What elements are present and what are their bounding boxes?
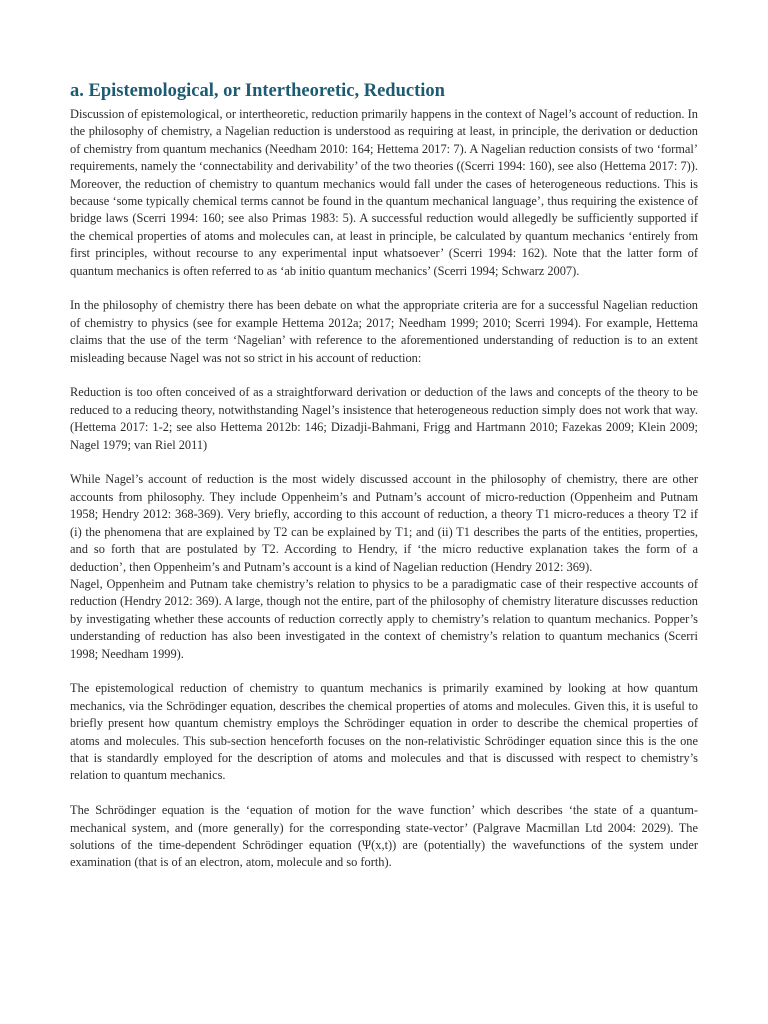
paragraph-paradigmatic-case: Nagel, Oppenheim and Putnam take chemistry’s relation to physics to be a paradigmatic case of their respective accounts of reduction (Hendry 2012: 369). A large, though not the entire, part of the philosophy of chemistry literature discusses reduction by investigating whether these accounts of reduction correctly apply to chemistry’s relation to quantum mechanics. Popper’s understanding of reduction has also been investigated in the context of chemistry’s relation to quantum mechanics (Scerri 1998; Needham 1999). — [70, 576, 698, 661]
paragraph-criteria-debate: In the philosophy of chemistry there has been debate on what the appropriate criteria are for a successful Nagelian reduction of chemistry to physics (see for example Hettema 2012a; 2017; Needham 1999; 2010; Scerri 1994). For example, Hettema claims that the use of the term ‘Nagelian’ with reference to the aforementioned understanding of reduction is to an extent misleading because Nagel was not so strict in his account of reduction: — [70, 298, 698, 365]
paragraph-block-quote: Reduction is too often conceived of as a straightforward derivation or deduction of the laws and concepts of the theory to be reduced to a reducing theory, notwithstanding Nagel’s insistence that heterogeneous reduction simply does not work that way. (Hettema 2017: 1-2; see also Hettema 2012b: 146; Dizadji-Bahmani, Frigg and Hartmann 2010; Fazekas 2009; Klein 2009; Nagel 1979; van Riel 2011) — [70, 385, 698, 452]
paragraph-gap — [70, 280, 698, 297]
section-heading: a. Epistemological, or Intertheoretic, Reduction — [70, 81, 445, 101]
paragraph-schrodinger-intro: The epistemological reduction of chemistry to quantum mechanics is primarily examined by looking at how quantum mechanics, via the Schrödinger equation, describes the chemical properties of atoms and molecules. Given this, it is useful to briefly present how quantum chemistry employs the Schrödinger equation in order to describe the chemical properties of atoms and molecules. This sub-section henceforth focuses on the non-relativistic Schrödinger equation since this is the one that is standardly employed for the description of atoms and molecules and that is discussed with respect to chemistry’s relation to quantum mechanics. — [70, 681, 698, 783]
paragraph-gap — [70, 785, 698, 802]
paragraph-micro-reduction: While Nagel’s account of reduction is the most widely discussed account in the philosophy of chemistry, there are other accounts from philosophy. They include Oppenheim’s and Putnam’s account of micro-reduction (Oppenheim and Putnam 1958; Hendry 2012: 368-369). Very briefly, according to this account of reduction, a theory T1 micro-reduces a theory T2 if (i) the phenomena that are explained by T2 can be explained by T1; and (ii) T1 describes the parts of the entities, properties, and so forth that are postulated by T2. According to Hendry, if ‘the micro reductive explanation takes the form of a deduction’, then Oppenheim’s and Putnam’s account is a kind of Nagelian reduction (Hendry 2012: 369). — [70, 472, 698, 574]
paragraph-nagelian-reduction: Discussion of epistemological, or intertheoretic, reduction primarily happens in the context of Nagel’s account of reduction. In the philosophy of chemistry, a Nagelian reduction is understood as requiring at least, in principle, the derivation or deduction of chemistry from quantum mechanics (Needham 2010: 164; Hettema 2017: 7). A Nagelian reduction consists of two ‘formal’ requirements, namely the ‘connectability and derivability’ of the two theories ((Scerri 1994: 160), see also (Hettema 2017: 7)). Moreover, the reduction of chemistry to quantum mechanics would fall under the cases of heterogeneous reductions. This is because ‘some typically chemical terms cannot be found in the quantum mechanical language’, thus requiring the existence of bridge laws (Scerri 1994: 160; see also Primas 1983: 5). A successful reduction would allegedly be sufficiently supported if the chemical properties of atoms and molecules can, at least in principle, be calculated by quantum mechanics ‘entirely from first principles, without recourse to any experimental input whatsoever’ (Scerri 1994: 162). Note that the latter form of quantum mechanics is often referred to as ‘ab initio quantum mechanics’ (Scerri 1994; Schwarz 2007). — [70, 107, 698, 278]
section-body — [70, 106, 698, 872]
paragraph-gap — [70, 663, 698, 680]
paragraph-gap — [70, 367, 698, 384]
paragraph-schrodinger-equation: The Schrödinger equation is the ‘equation of motion for the wave function’ which describes ‘the state of a quantum-mechanical system, and (more generally) for the corresponding state-vector’ (Palgrave Macmillan Ltd 2004: 2029). The solutions of the time-dependent Schrödinger equation (Ψ(x,t)) are (potentially) the wavefunctions of the system under examination (that is of an electron, atom, molecule and so forth). — [70, 803, 698, 870]
paragraph-gap — [70, 454, 698, 471]
